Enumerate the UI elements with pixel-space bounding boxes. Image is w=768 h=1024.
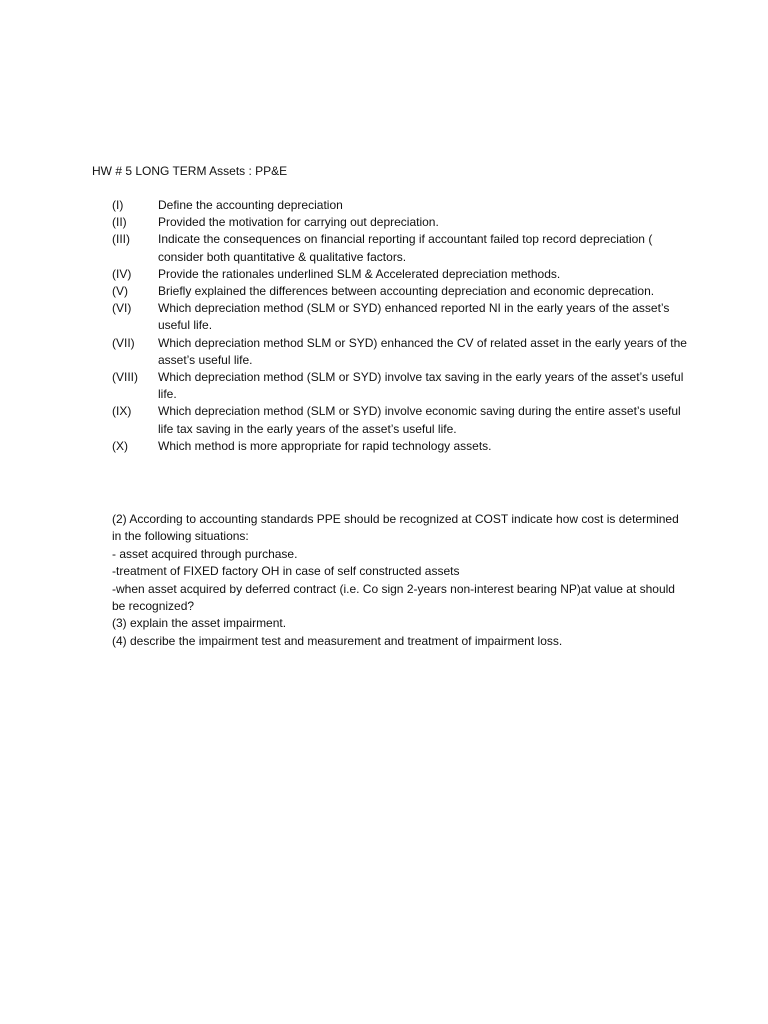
question-number: (I) xyxy=(112,198,124,212)
question-number: (VI) xyxy=(112,301,132,316)
part-2-line: -when asset acquired by deferred contract (i.e. Co sign 2-years non-interest bearing NP)at value at should be recognized? xyxy=(112,581,675,614)
question-text: Briefly explained the differences between accounting depreciation and economic deprecation. xyxy=(158,284,655,299)
list-item xyxy=(112,283,687,300)
question-number: (IX) xyxy=(112,404,132,419)
list-item xyxy=(112,369,687,403)
page-title: HW # 5 LONG TERM Assets : PP&E xyxy=(92,164,288,178)
question-text: Provide the rationales underlined SLM & Accelerated depreciation methods. xyxy=(158,266,561,281)
question-number: (X) xyxy=(112,438,128,453)
question-text: Which method is more appropriate for rapid technology assets. xyxy=(158,438,492,453)
list-item xyxy=(112,403,687,437)
question-text: Indicate the consequences on financial reporting if accountant failed top record depreciation ( consider both quantitative & qualitative factors. xyxy=(158,232,653,264)
part-3-line: (3) explain the asset impairment. xyxy=(112,616,287,631)
list-item xyxy=(112,231,687,265)
list-item xyxy=(112,438,687,455)
question-number: (III) xyxy=(112,232,130,247)
part-2-section xyxy=(112,511,687,650)
part-2-line: - asset acquired through purchase. xyxy=(112,546,298,561)
question-text: Define the accounting depreciation xyxy=(158,198,343,212)
list-item xyxy=(112,197,687,214)
question-text: Which depreciation method SLM or SYD) enhanced the CV of related asset in the early years of the asset’s useful life. xyxy=(158,335,687,367)
question-list xyxy=(112,197,687,455)
part-2-line: (2) According to accounting standards PPE should be recognized at COST indicate how cost is determined in the following situations: xyxy=(112,512,679,544)
list-item xyxy=(112,300,687,334)
part-2-line: -treatment of FIXED factory OH in case of self constructed assets xyxy=(112,564,460,579)
list-item xyxy=(112,214,687,231)
part-4-line: (4) describe the impairment test and measurement and treatment of impairment loss. xyxy=(112,633,563,648)
list-item xyxy=(112,266,687,283)
question-text: Which depreciation method (SLM or SYD) involve tax saving in the early years of the asset’s useful life. xyxy=(158,370,684,402)
question-number: (V) xyxy=(112,284,128,299)
question-text: Which depreciation method (SLM or SYD) enhanced reported NI in the early years of the asset’s useful life. xyxy=(158,301,670,333)
question-number: (II) xyxy=(112,215,127,230)
question-text: Provided the motivation for carrying out depreciation. xyxy=(158,215,439,230)
question-number: (IV) xyxy=(112,266,132,281)
question-number: (VIII) xyxy=(112,370,138,385)
question-text: Which depreciation method (SLM or SYD) involve economic saving during the entire asset’s useful life tax saving in the early years of the asset’s useful life. xyxy=(158,404,681,436)
list-item xyxy=(112,335,687,369)
question-number: (VII) xyxy=(112,335,135,350)
